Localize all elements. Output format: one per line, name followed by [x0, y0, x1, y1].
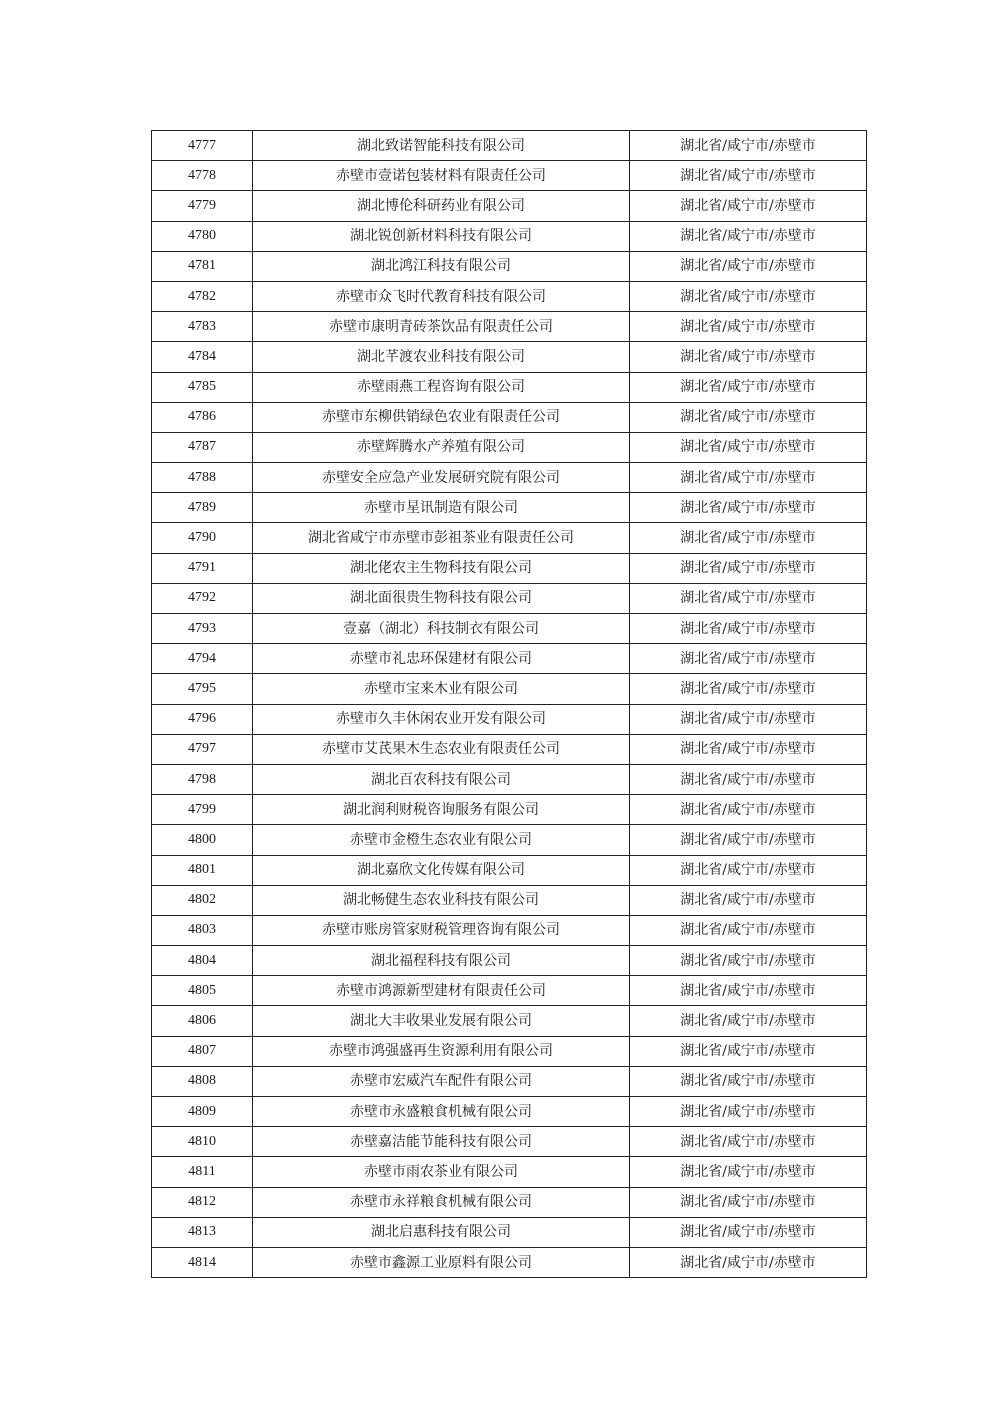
row-number-cell: 4799 — [152, 795, 253, 825]
region-cell: 湖北省/咸宁市/赤壁市 — [630, 1247, 867, 1277]
row-number-cell: 4809 — [152, 1097, 253, 1127]
company-name-cell: 湖北福程科技有限公司 — [253, 946, 630, 976]
row-number-cell: 4791 — [152, 553, 253, 583]
table-row — [152, 976, 867, 1006]
row-number-cell: 4812 — [152, 1187, 253, 1217]
company-name-cell: 赤壁市星讯制造有限公司 — [253, 493, 630, 523]
table-row — [152, 1157, 867, 1187]
company-name-cell: 赤壁安全应急产业发展研究院有限公司 — [253, 463, 630, 493]
region-cell: 湖北省/咸宁市/赤壁市 — [630, 1006, 867, 1036]
region-cell: 湖北省/咸宁市/赤壁市 — [630, 795, 867, 825]
company-name-cell: 湖北畅健生态农业科技有限公司 — [253, 885, 630, 915]
row-number-cell: 4810 — [152, 1127, 253, 1157]
table-row — [152, 312, 867, 342]
table-row — [152, 463, 867, 493]
region-cell: 湖北省/咸宁市/赤壁市 — [630, 493, 867, 523]
company-name-cell: 赤壁市雨农茶业有限公司 — [253, 1157, 630, 1187]
table-row — [152, 1247, 867, 1277]
table-row — [152, 191, 867, 221]
table-row — [152, 251, 867, 281]
row-number-cell: 4798 — [152, 764, 253, 794]
table-row — [152, 493, 867, 523]
company-name-cell: 湖北省咸宁市赤壁市彭祖茶业有限责任公司 — [253, 523, 630, 553]
region-cell: 湖北省/咸宁市/赤壁市 — [630, 976, 867, 1006]
region-cell: 湖北省/咸宁市/赤壁市 — [630, 734, 867, 764]
row-number-cell: 4784 — [152, 342, 253, 372]
table-row — [152, 342, 867, 372]
company-name-cell: 赤壁市礼忠环保建材有限公司 — [253, 644, 630, 674]
row-number-cell: 4800 — [152, 825, 253, 855]
table-row — [152, 644, 867, 674]
company-name-cell: 赤壁市鸿强盛再生资源利用有限公司 — [253, 1036, 630, 1066]
row-number-cell: 4785 — [152, 372, 253, 402]
table-row — [152, 1036, 867, 1066]
table-row — [152, 1097, 867, 1127]
row-number-cell: 4805 — [152, 976, 253, 1006]
company-name-cell: 赤壁市康明青砖茶饮品有限责任公司 — [253, 312, 630, 342]
company-name-cell: 赤壁辉腾水产养殖有限公司 — [253, 432, 630, 462]
company-list-table — [151, 130, 867, 1278]
region-cell: 湖北省/咸宁市/赤壁市 — [630, 553, 867, 583]
row-number-cell: 4813 — [152, 1217, 253, 1247]
company-name-cell: 赤壁市艾芪果木生态农业有限责任公司 — [253, 734, 630, 764]
row-number-cell: 4804 — [152, 946, 253, 976]
company-name-cell: 湖北百农科技有限公司 — [253, 764, 630, 794]
region-cell: 湖北省/咸宁市/赤壁市 — [630, 1066, 867, 1096]
row-number-cell: 4780 — [152, 221, 253, 251]
region-cell: 湖北省/咸宁市/赤壁市 — [630, 674, 867, 704]
table-row — [152, 131, 867, 161]
company-name-cell: 湖北面很贵生物科技有限公司 — [253, 583, 630, 613]
company-name-cell: 赤壁市宏威汽车配件有限公司 — [253, 1066, 630, 1096]
company-name-cell: 赤壁市久丰休闲农业开发有限公司 — [253, 704, 630, 734]
company-name-cell: 赤壁市壹诺包装材料有限责任公司 — [253, 161, 630, 191]
region-cell: 湖北省/咸宁市/赤壁市 — [630, 583, 867, 613]
company-name-cell: 赤壁市众飞时代教育科技有限公司 — [253, 281, 630, 311]
company-name-cell: 赤壁嘉洁能节能科技有限公司 — [253, 1127, 630, 1157]
table-row — [152, 795, 867, 825]
row-number-cell: 4787 — [152, 432, 253, 462]
company-name-cell: 湖北启惠科技有限公司 — [253, 1217, 630, 1247]
region-cell: 湖北省/咸宁市/赤壁市 — [630, 1187, 867, 1217]
company-name-cell: 湖北鸿江科技有限公司 — [253, 251, 630, 281]
row-number-cell: 4803 — [152, 915, 253, 945]
company-name-cell: 赤壁市东柳供销绿色农业有限责任公司 — [253, 402, 630, 432]
region-cell: 湖北省/咸宁市/赤壁市 — [630, 161, 867, 191]
table-row — [152, 281, 867, 311]
region-cell: 湖北省/咸宁市/赤壁市 — [630, 342, 867, 372]
table-row — [152, 614, 867, 644]
company-name-cell: 湖北芊渡农业科技有限公司 — [253, 342, 630, 372]
row-number-cell: 4794 — [152, 644, 253, 674]
table-row — [152, 221, 867, 251]
table-row — [152, 674, 867, 704]
company-name-cell: 赤壁市宝来木业有限公司 — [253, 674, 630, 704]
company-name-cell: 湖北润利财税咨询服务有限公司 — [253, 795, 630, 825]
row-number-cell: 4777 — [152, 131, 253, 161]
row-number-cell: 4811 — [152, 1157, 253, 1187]
row-number-cell: 4796 — [152, 704, 253, 734]
region-cell: 湖北省/咸宁市/赤壁市 — [630, 704, 867, 734]
table-row — [152, 946, 867, 976]
region-cell: 湖北省/咸宁市/赤壁市 — [630, 764, 867, 794]
company-name-cell: 湖北博伦科研药业有限公司 — [253, 191, 630, 221]
row-number-cell: 4793 — [152, 614, 253, 644]
row-number-cell: 4782 — [152, 281, 253, 311]
row-number-cell: 4778 — [152, 161, 253, 191]
region-cell: 湖北省/咸宁市/赤壁市 — [630, 463, 867, 493]
region-cell: 湖北省/咸宁市/赤壁市 — [630, 644, 867, 674]
company-name-cell: 赤壁市鸿源新型建材有限责任公司 — [253, 976, 630, 1006]
row-number-cell: 4788 — [152, 463, 253, 493]
row-number-cell: 4807 — [152, 1036, 253, 1066]
table-row — [152, 704, 867, 734]
table-row — [152, 1187, 867, 1217]
region-cell: 湖北省/咸宁市/赤壁市 — [630, 372, 867, 402]
table-body — [152, 131, 867, 1278]
region-cell: 湖北省/咸宁市/赤壁市 — [630, 432, 867, 462]
row-number-cell: 4808 — [152, 1066, 253, 1096]
row-number-cell: 4779 — [152, 191, 253, 221]
table-row — [152, 734, 867, 764]
company-name-cell: 湖北佬农主生物科技有限公司 — [253, 553, 630, 583]
table-row — [152, 885, 867, 915]
row-number-cell: 4786 — [152, 402, 253, 432]
table-row — [152, 1127, 867, 1157]
table-row — [152, 402, 867, 432]
region-cell: 湖北省/咸宁市/赤壁市 — [630, 131, 867, 161]
table-row — [152, 372, 867, 402]
row-number-cell: 4792 — [152, 583, 253, 613]
table-row — [152, 1217, 867, 1247]
region-cell: 湖北省/咸宁市/赤壁市 — [630, 825, 867, 855]
row-number-cell: 4783 — [152, 312, 253, 342]
company-name-cell: 赤壁市账房管家财税管理咨询有限公司 — [253, 915, 630, 945]
row-number-cell: 4797 — [152, 734, 253, 764]
row-number-cell: 4781 — [152, 251, 253, 281]
region-cell: 湖北省/咸宁市/赤壁市 — [630, 402, 867, 432]
table-row — [152, 1066, 867, 1096]
row-number-cell: 4795 — [152, 674, 253, 704]
company-name-cell: 湖北嘉欣文化传媒有限公司 — [253, 855, 630, 885]
row-number-cell: 4806 — [152, 1006, 253, 1036]
table-row — [152, 523, 867, 553]
table-row — [152, 583, 867, 613]
table-row — [152, 432, 867, 462]
row-number-cell: 4814 — [152, 1247, 253, 1277]
table-row — [152, 1006, 867, 1036]
company-name-cell: 赤壁市永盛粮食机械有限公司 — [253, 1097, 630, 1127]
table-row — [152, 161, 867, 191]
region-cell: 湖北省/咸宁市/赤壁市 — [630, 191, 867, 221]
table-row — [152, 553, 867, 583]
region-cell: 湖北省/咸宁市/赤壁市 — [630, 221, 867, 251]
region-cell: 湖北省/咸宁市/赤壁市 — [630, 1036, 867, 1066]
row-number-cell: 4789 — [152, 493, 253, 523]
region-cell: 湖北省/咸宁市/赤壁市 — [630, 855, 867, 885]
company-name-cell: 湖北大丰收果业发展有限公司 — [253, 1006, 630, 1036]
table-row — [152, 915, 867, 945]
region-cell: 湖北省/咸宁市/赤壁市 — [630, 251, 867, 281]
company-name-cell: 壹嘉（湖北）科技制衣有限公司 — [253, 614, 630, 644]
table-row — [152, 764, 867, 794]
company-name-cell: 湖北致诺智能科技有限公司 — [253, 131, 630, 161]
region-cell: 湖北省/咸宁市/赤壁市 — [630, 885, 867, 915]
region-cell: 湖北省/咸宁市/赤壁市 — [630, 281, 867, 311]
table-row — [152, 825, 867, 855]
region-cell: 湖北省/咸宁市/赤壁市 — [630, 312, 867, 342]
region-cell: 湖北省/咸宁市/赤壁市 — [630, 523, 867, 553]
company-name-cell: 赤壁市鑫源工业原料有限公司 — [253, 1247, 630, 1277]
company-name-cell: 赤壁市永祥粮食机械有限公司 — [253, 1187, 630, 1217]
company-name-cell: 湖北锐创新材料科技有限公司 — [253, 221, 630, 251]
region-cell: 湖北省/咸宁市/赤壁市 — [630, 1217, 867, 1247]
region-cell: 湖北省/咸宁市/赤壁市 — [630, 1157, 867, 1187]
company-name-cell: 赤壁市金橙生态农业有限公司 — [253, 825, 630, 855]
table-row — [152, 855, 867, 885]
region-cell: 湖北省/咸宁市/赤壁市 — [630, 915, 867, 945]
row-number-cell: 4790 — [152, 523, 253, 553]
company-name-cell: 赤壁雨燕工程咨询有限公司 — [253, 372, 630, 402]
region-cell: 湖北省/咸宁市/赤壁市 — [630, 1127, 867, 1157]
row-number-cell: 4802 — [152, 885, 253, 915]
region-cell: 湖北省/咸宁市/赤壁市 — [630, 1097, 867, 1127]
region-cell: 湖北省/咸宁市/赤壁市 — [630, 614, 867, 644]
row-number-cell: 4801 — [152, 855, 253, 885]
region-cell: 湖北省/咸宁市/赤壁市 — [630, 946, 867, 976]
